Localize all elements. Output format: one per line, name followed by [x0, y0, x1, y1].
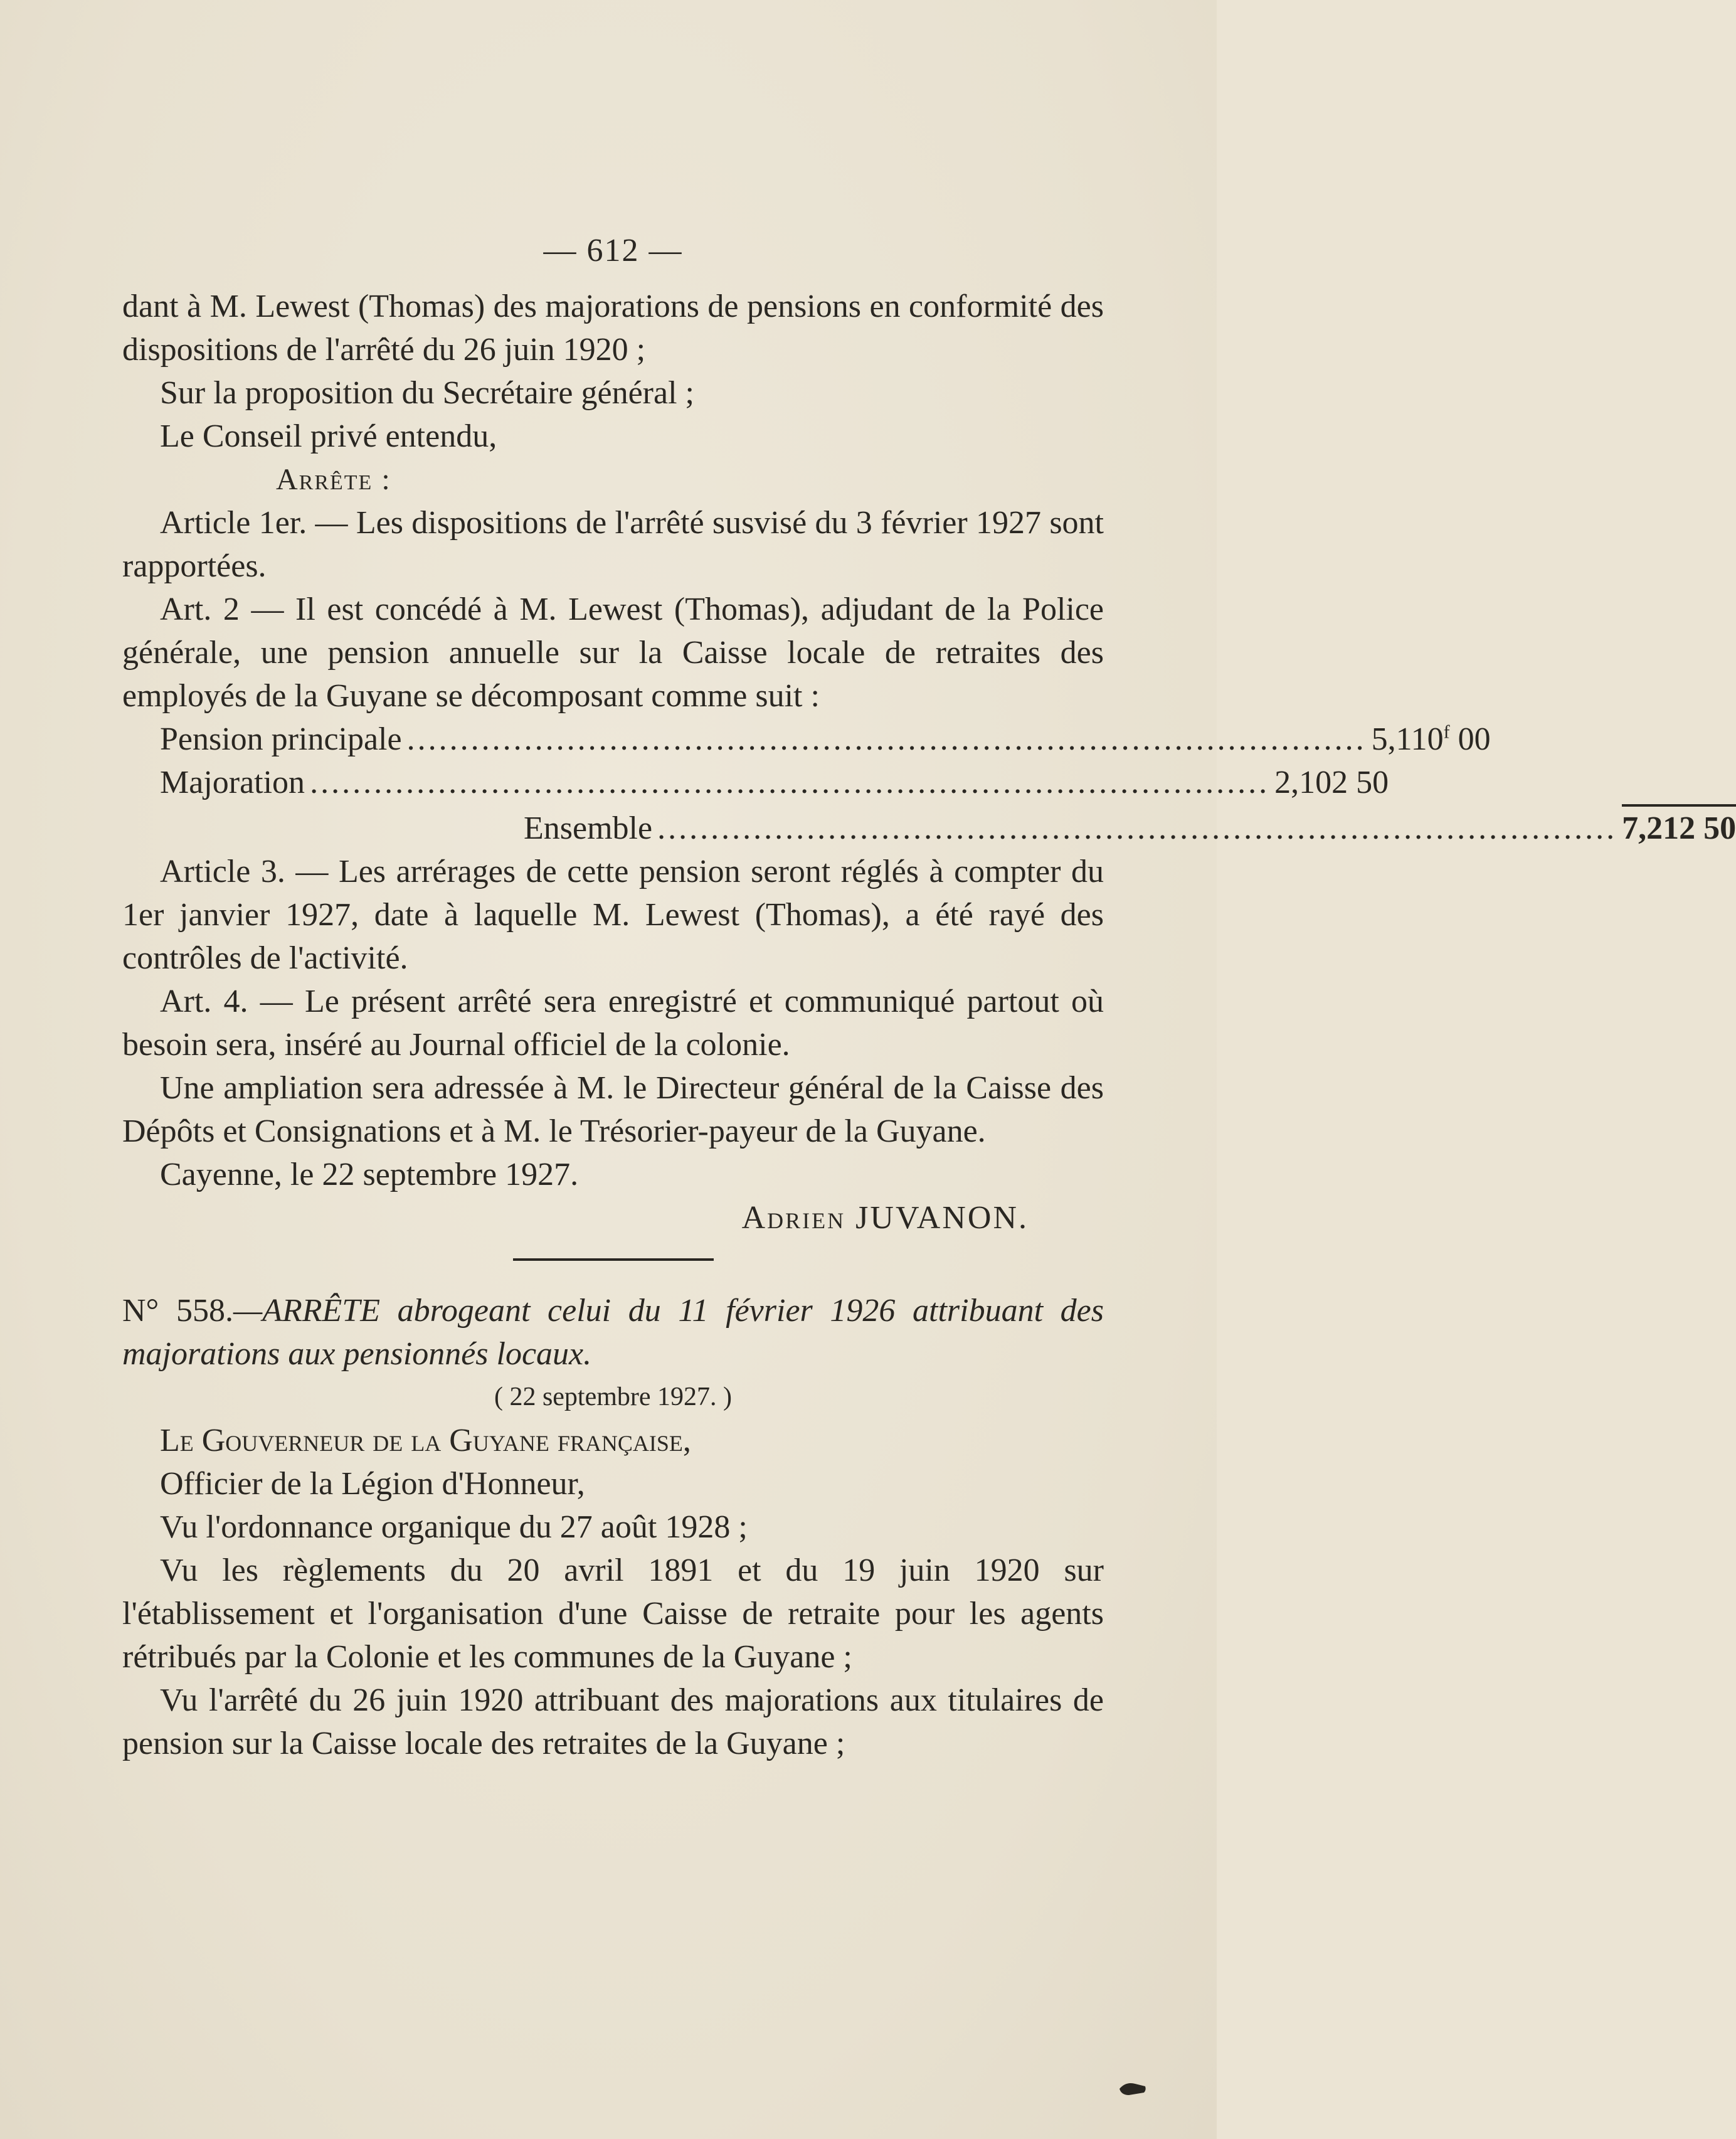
- pension-row-amount: 2,102 50: [1274, 765, 1389, 800]
- visa-reglements: Vu les règlements du 20 avril 1891 et du 19 juin 1920 sur l'établissement et l'organisation d'une Caisse de retraite pour les agents rétribués par la Colonie et les communes de la Guyane ;: [122, 1552, 1104, 1675]
- dot-leader: ..........................................................................................: [657, 810, 1617, 846]
- visa-arrete: Vu l'arrêté du 26 juin 1920 attribuant des majorations aux titulaires de pension sur la Caisse locale des retraites de la Guyane ;: [122, 1682, 1104, 1761]
- governor-line: Le Gouverneur de la Guyane française,: [160, 1423, 691, 1458]
- pension-row-amount: 5,110$^f$ 00: [1371, 721, 1491, 757]
- pension-row-principal: [122, 718, 1491, 761]
- pension-row-majoration: [122, 761, 1389, 804]
- officer-line: Officier de la Légion d'Honneur,: [160, 1466, 585, 1502]
- arrete-heading: Arrête :: [276, 463, 391, 496]
- act-date: ( 22 septembre 1927. ): [494, 1383, 733, 1411]
- paragraph-continuation: dant à M. Lewest (Thomas) des majorations de pensions en conformité des dispositions de l'arrêté du 26 juin 1920 ;: [122, 289, 1104, 368]
- article-4: Art. 4. — Le présent arrêté sera enregistré et communiqué partout où besoin sera, inséré au Journal officiel de la colonie.: [122, 984, 1104, 1063]
- pension-row-total: [122, 804, 1736, 850]
- visa-ordonnance: Vu l'ordonnance organique du 27 août 1928 ;: [160, 1509, 748, 1545]
- signature: Adrien JUVANON.: [741, 1200, 1029, 1236]
- pension-row-label: Majoration: [160, 765, 305, 800]
- hand-pointer-mark-icon: [1116, 2070, 1148, 2101]
- paragraph-conseil: Le Conseil privé entendu,: [160, 418, 497, 454]
- article-2: Art. 2 — Il est concédé à M. Lewest (Thomas), adjudant de la Police générale, une pension annuelle sur la Caisse locale de retraites des employés de la Guyane se décomposant comme suit :: [122, 592, 1104, 714]
- dot-leader: ..........................................................................................: [310, 765, 1270, 800]
- article-3: Article 3. — Les arrérages de cette pension seront réglés à compter du 1er janvier 1927, date à laquelle M. Lewest (Thomas), a été rayé des contrôles de l'activité.: [122, 854, 1104, 976]
- page-number: — 612 —: [543, 233, 683, 268]
- act-heading: [122, 1289, 1104, 1376]
- pension-row-label: Pension principale: [160, 721, 402, 757]
- section-divider: [513, 1258, 714, 1261]
- act-title: —ARRÊTE abrogeant celui du 11 février 1926 attribuant des majorations aux pensionnés locaux.: [122, 1293, 1104, 1372]
- paragraph-ampliation: Une ampliation sera adressée à M. le Directeur général de la Caisse des Dépôts et Consignations et à M. le Trésorier-payeur de la Guyane.: [122, 1070, 1104, 1149]
- pension-total-label: Ensemble: [524, 810, 653, 846]
- pension-total-amount: 7,212 50: [1622, 804, 1736, 850]
- dot-leader: ..........................................................................................: [406, 721, 1367, 757]
- article-1: Article 1er. — Les dispositions de l'arrêté susvisé du 3 février 1927 sont rapportées.: [122, 505, 1104, 584]
- paragraph-proposition: Sur la proposition du Secrétaire général ;: [160, 375, 694, 411]
- document-body: [122, 229, 1736, 1765]
- place-date: Cayenne, le 22 septembre 1927.: [160, 1157, 579, 1192]
- act-number: N° 558.: [122, 1293, 233, 1329]
